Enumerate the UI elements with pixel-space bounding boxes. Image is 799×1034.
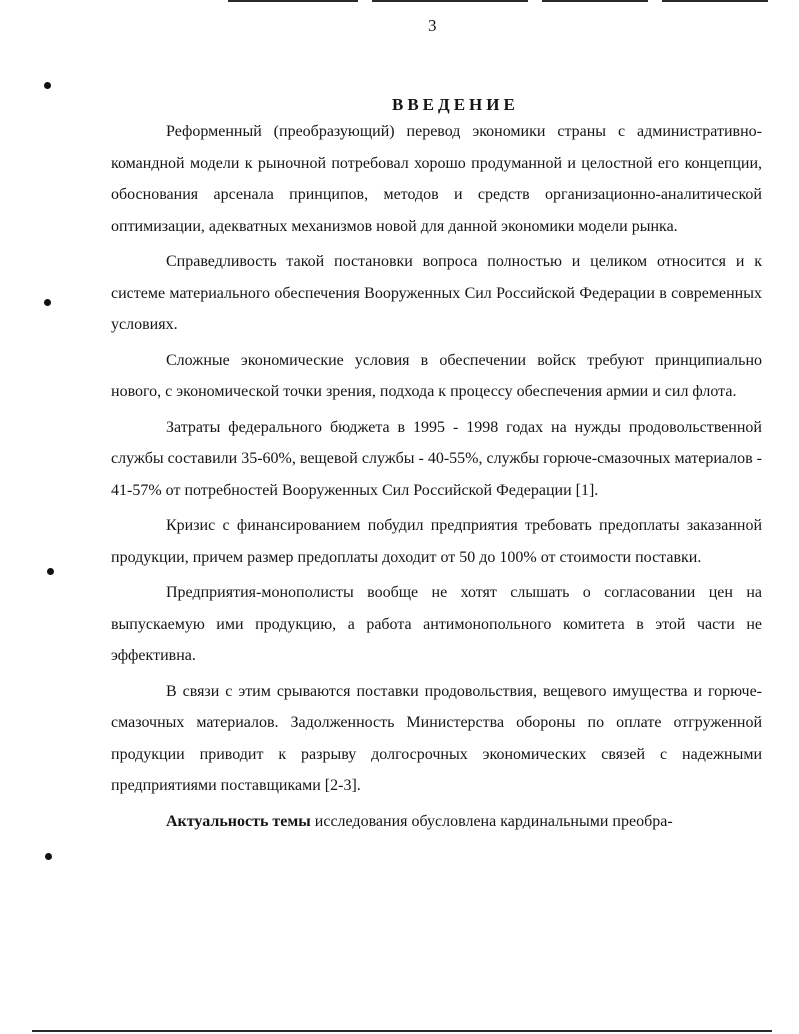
scan-edge-bottom	[32, 1030, 772, 1032]
relevance-text: исследования обусловлена кардинальными преобра-	[310, 812, 673, 830]
page-number: 3	[428, 16, 437, 35]
binding-hole-mark	[44, 299, 51, 306]
paragraph: Реформенный (преобразующий) перевод экономики страны с административно-командной модели к рыночной потребовал хорошо продуманной и целостной его концепции, обоснования арсенала принципов, методов и средств организационно-аналитической оптимизации, адекватных механизмов новой для данной экономики модели рынка.	[111, 123, 762, 235]
paragraph: Справедливость такой постановки вопроса полностью и целиком относится и к системе материального обеспечения Вооруженных Сил Российской Федерации в современных условиях.	[111, 253, 762, 333]
paragraph: Затраты федерального бюджета в 1995 - 1998 годах на нужды продовольственной службы составили 35-60%, вещевой службы - 40-55%, службы горюче-смазочных материалов - 41-57% от потребностей Вооруженных Сил Российской Федерации [1].	[111, 418, 762, 499]
binding-hole-mark	[44, 82, 51, 89]
body-text	[111, 116, 762, 841]
paragraph: Предприятия-монополисты вообще не хотят слышать о согласовании цен на выпускаемую ими продукцию, а работа антимонопольного комитета в этой части не эффективна.	[111, 584, 762, 664]
scan-edge-top	[228, 0, 768, 2]
section-heading: ВВЕДЕНИЕ	[392, 95, 519, 114]
paragraph: Кризис с финансированием побудил предприятия требовать предоплаты заказанной продукции, причем размер предоплаты доходит от 50 до 100% от стоимости поставки.	[111, 517, 762, 566]
paragraph: Сложные экономические условия в обеспечении войск требуют принципиально нового, с экономической точки зрения, подхода к процессу обеспечения армии и сил флота.	[111, 351, 762, 400]
paragraph-relevance	[111, 806, 762, 838]
relevance-lead: Актуальность темы	[166, 812, 311, 830]
paragraph: В связи с этим срываются поставки продовольствия, вещевого имущества и горюче-смазочных материалов. Задолженность Министерства обороны по оплате отгруженной продукции приводит к разрыву долгосрочных экономических связей с надежными предприятиями поставщиками [2-3].	[111, 682, 762, 794]
binding-hole-mark	[47, 568, 54, 575]
binding-hole-mark	[45, 853, 52, 860]
